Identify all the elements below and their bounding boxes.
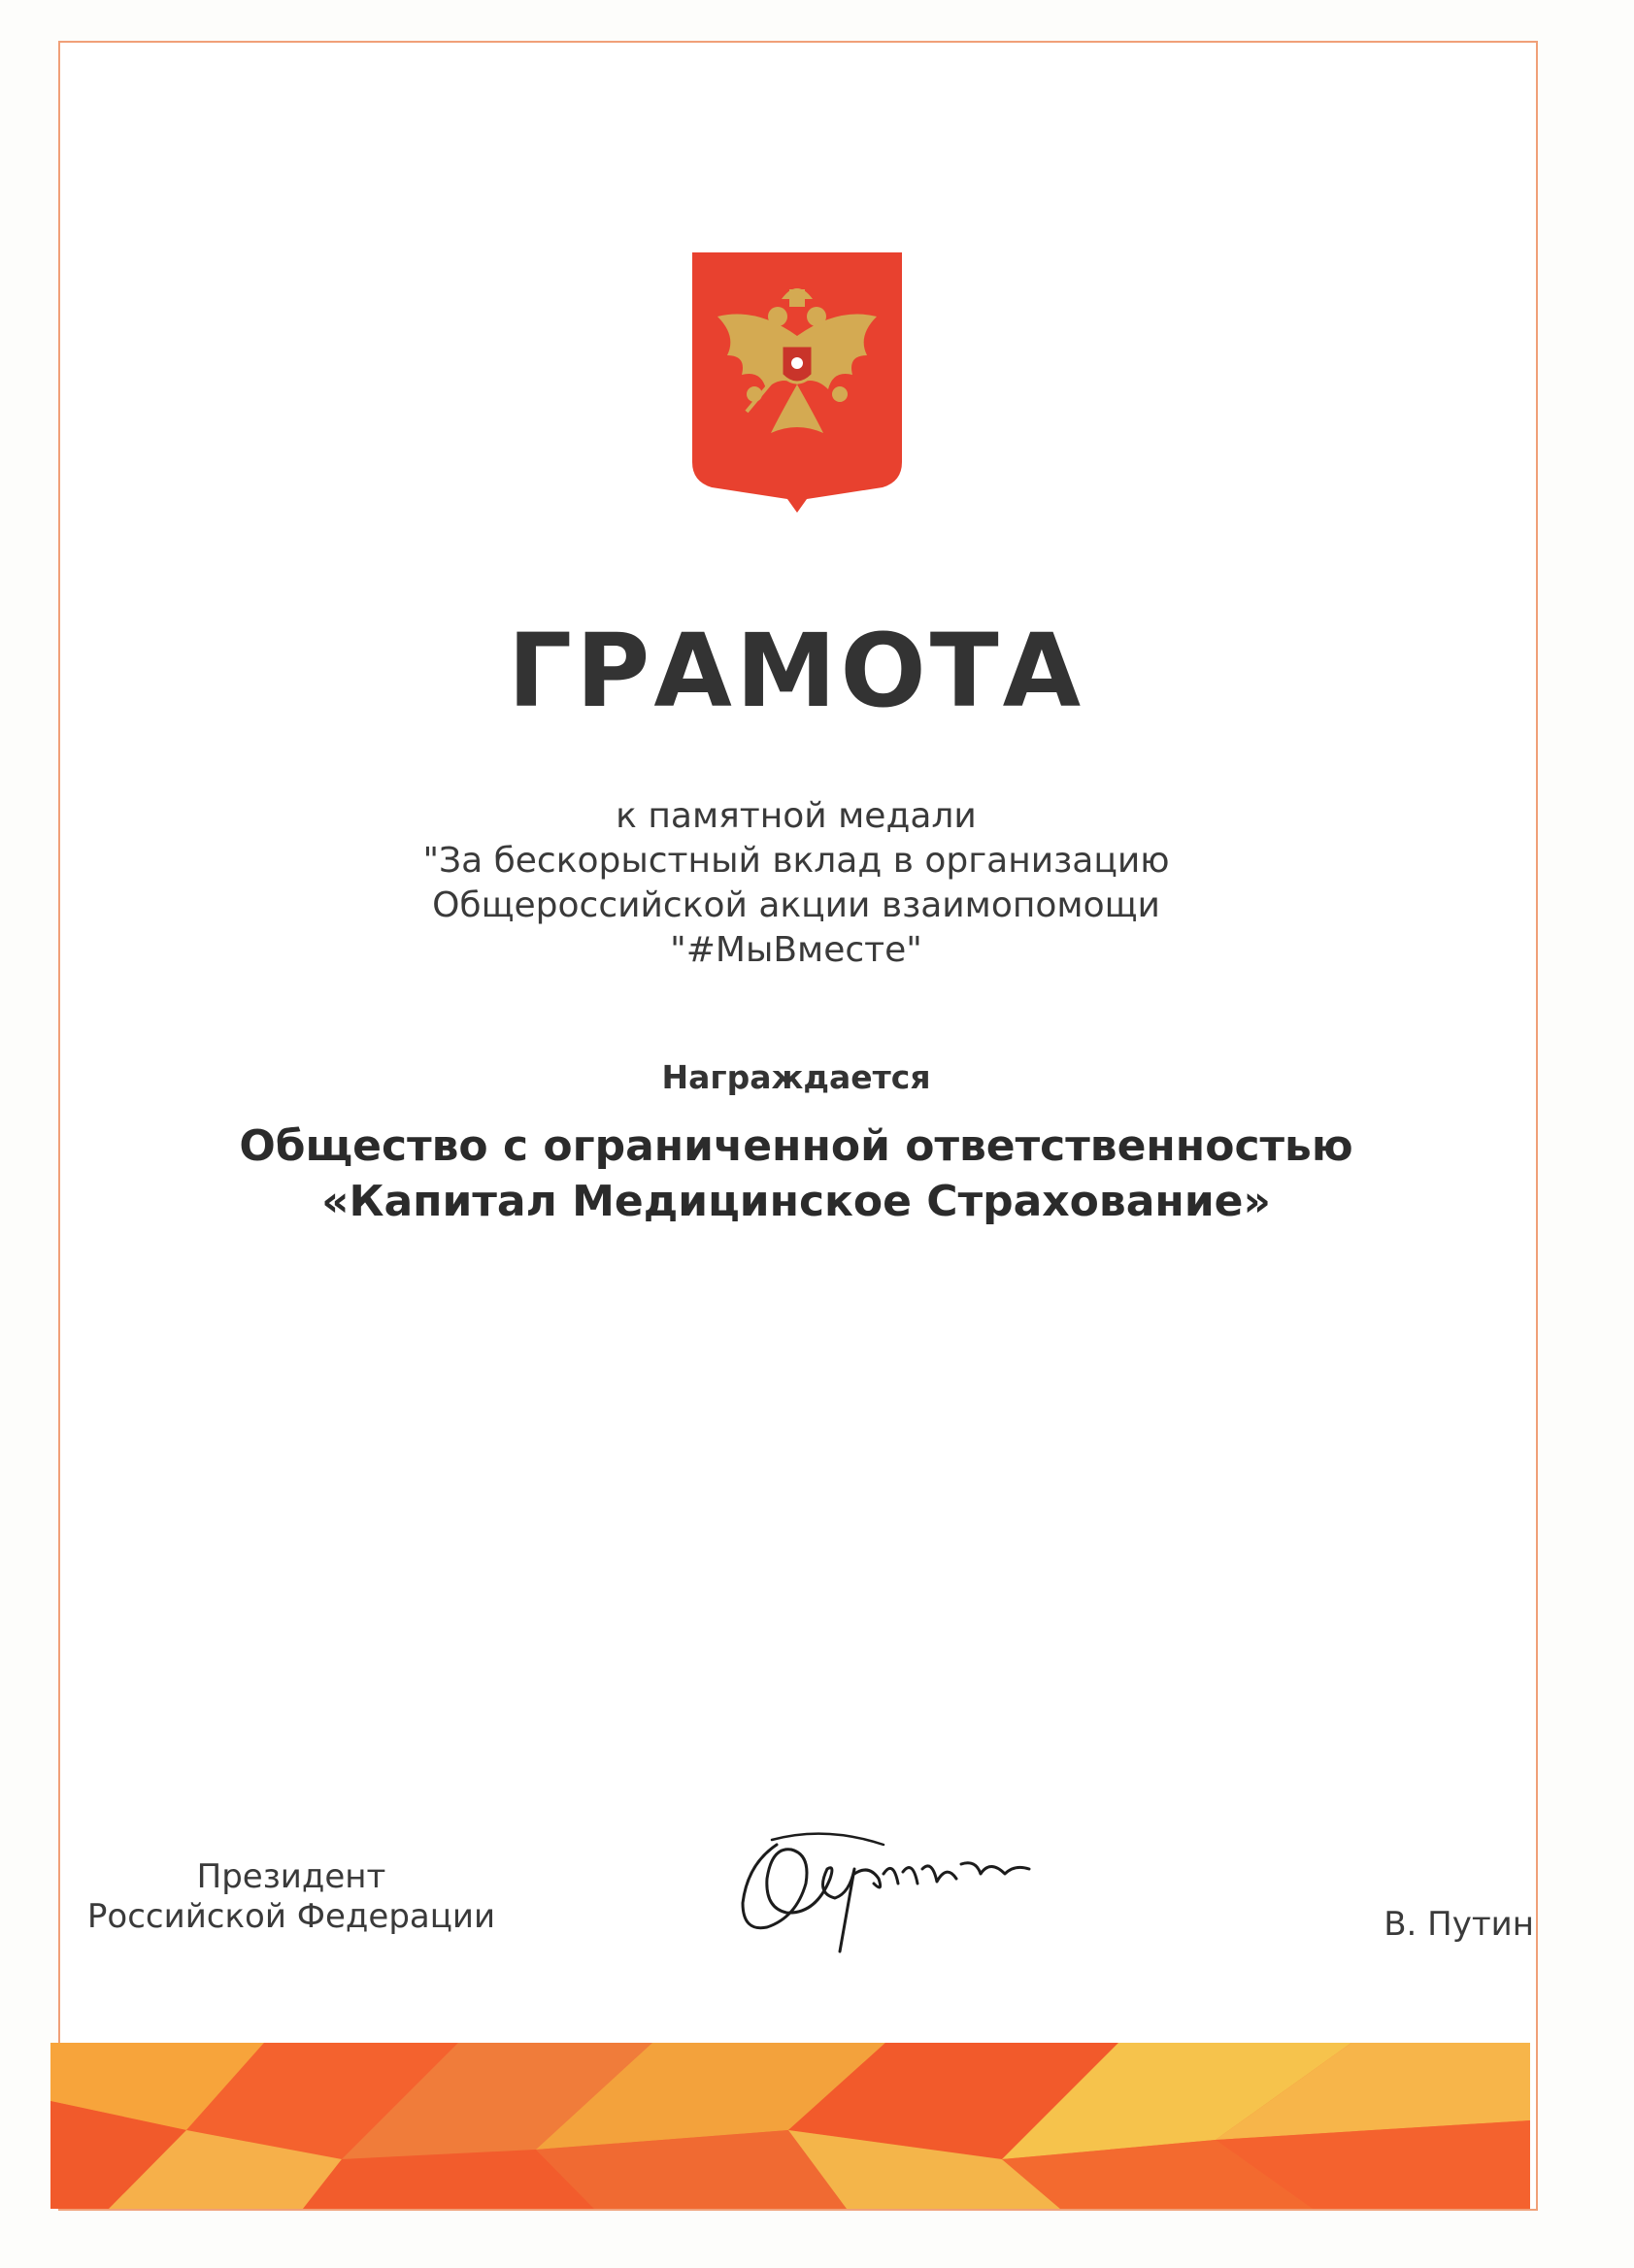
recipient-line: «Капитал Медицинское Страхование» xyxy=(321,1177,1271,1226)
certificate-title: ГРАМОТА xyxy=(507,612,1085,730)
awarded-label: Награждается xyxy=(661,1058,931,1096)
medal-description-line: "#МыВместе" xyxy=(670,930,922,970)
medal-description xyxy=(0,794,1592,973)
signer-position-line: Президент xyxy=(196,1857,386,1896)
signer-position xyxy=(58,1857,524,1937)
coat-of-arms-icon xyxy=(688,249,906,513)
signer-name: В. Путин xyxy=(1384,1905,1534,1944)
decorative-banner xyxy=(50,2043,1530,2209)
recipient-line: Общество с ограниченной ответственностью xyxy=(239,1121,1353,1171)
medal-description-line: Общероссийской акции взаимопомощи xyxy=(432,885,1160,925)
medal-description-line: "За бескорыстный вклад в организацию xyxy=(422,841,1170,881)
recipient-name xyxy=(0,1118,1592,1229)
signature-image xyxy=(738,1825,1058,1971)
medal-description-line: к памятной медали xyxy=(616,796,977,836)
signer-position-line: Российской Федерации xyxy=(86,1897,496,1936)
